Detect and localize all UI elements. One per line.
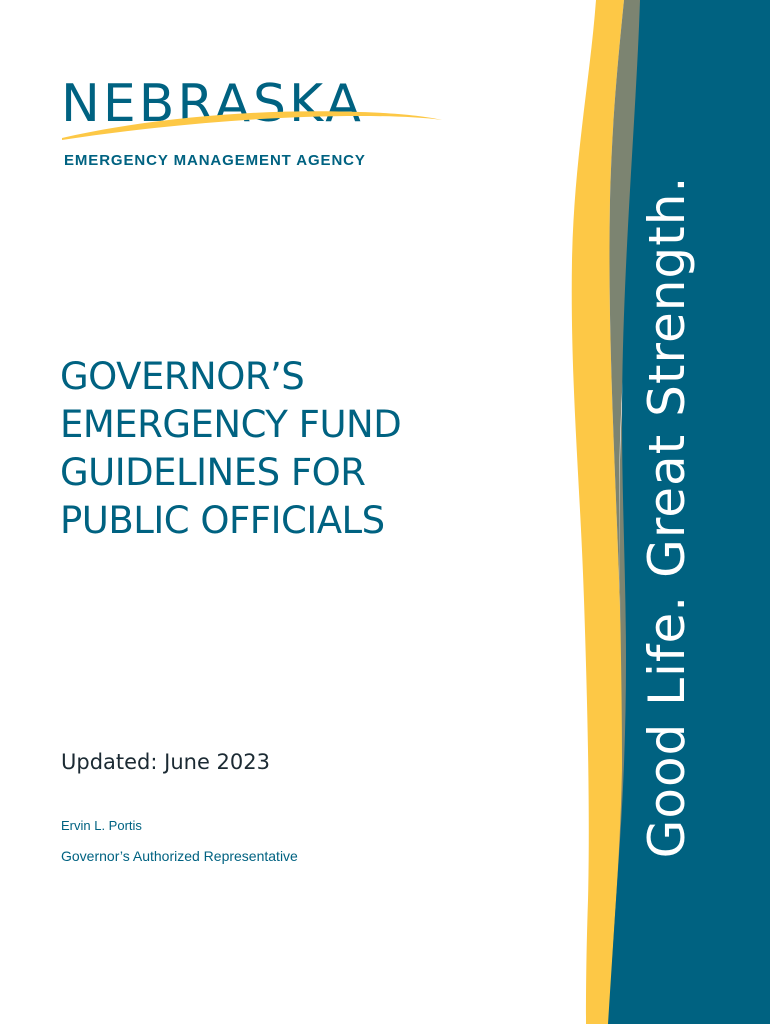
- title-line: PUBLIC OFFICIALS: [60, 499, 385, 542]
- author-name: Ervin L. Portis: [61, 818, 142, 833]
- logo-agency-name: EMERGENCY MANAGEMENT AGENCY: [64, 152, 366, 169]
- updated-date: Updated: June 2023: [61, 750, 270, 774]
- title-line: GOVERNOR’S: [60, 355, 305, 398]
- nebraska-ema-logo: [60, 72, 450, 182]
- title-line: GUIDELINES FOR: [60, 451, 366, 494]
- logo-swoosh-icon: [60, 72, 450, 152]
- tagline-column: [632, 0, 702, 1024]
- tagline-text: Good Life. Great Strength.: [638, 175, 696, 859]
- logo-wordmark: NEBRASKA: [61, 74, 364, 134]
- author-role: Governor’s Authorized Representative: [61, 848, 298, 864]
- document-title: [60, 353, 540, 545]
- title-line: EMERGENCY FUND: [60, 403, 402, 446]
